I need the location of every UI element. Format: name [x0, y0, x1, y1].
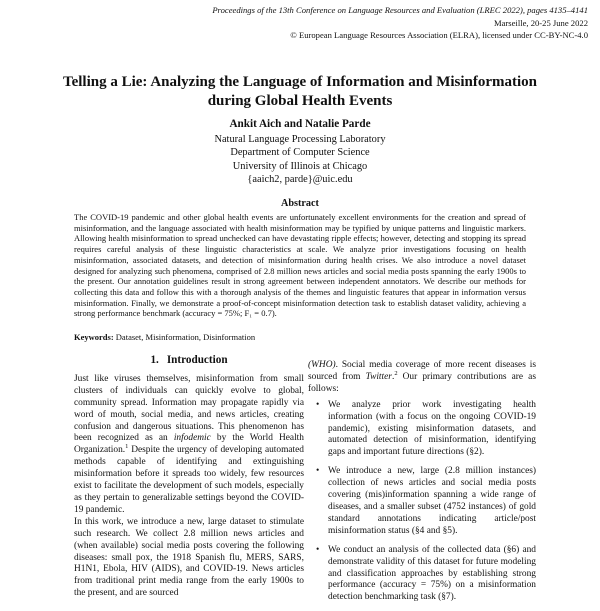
- license-line: © European Language Resources Association (ELRA), licensed under CC-BY-NC-4.0: [290, 30, 588, 41]
- contribution-text: We analyze prior work investigating health information (with a focus on the ongoing COVID-19 pandemic), existing misinformation datasets, and automated detection of misinformation, identifying gaps and important future directions (§2).: [328, 399, 536, 458]
- intro-p1-text-c: Despite the urgency of developing automated methods capable of identifying and extinguishing misinformation before it spreads too widely, few resources exist to facilitate the development of such models, especially as they pertain to generalizable settings beyond the COVID-19 pandemic.: [74, 445, 304, 515]
- abstract-text: The COVID-19 pandemic and other global health events are unfortunately excellent environments for the creation and spread of misinformation, and the language associated with health misinformation may be typified by unique patterns and linguistic markers. Allowing health misinformation to spread unchecked can have devastating ripple effects; however, detecting and stopping its spread requires careful analysis of these linguistic characteristics at scale. We analyze prior investigations focusing on health misinformation, associated datasets, and detection of misinformation during health crises. We also introduce a novel dataset designed for analyzing such phenomena, comprised of 2.8 million news articles and social media posts spanning the early 1900s to the present. Our annotation guidelines result in strong agreement between independent annotators. We describe our methods for collecting this data and follow this with a thorough analysis of the themes and linguistic features that appear in information versus misinformation. Finally, we demonstrate a proof-of-concept misinformation detection task to establish dataset validity, achieving a strong performance benchmark (accuracy = 75%; F₁ = 0.7).: [74, 212, 526, 319]
- right-p-text-b: Our primary contributions are as follows:: [308, 371, 536, 394]
- left-column: [74, 355, 304, 600]
- contribution-text: We conduct an analysis of the collected data (§6) and demonstrate validity of this dataset for future modeling and classification approaches by establishing strong performance (accuracy = 75%) on a misinformation detection benchmarking task (§7).: [328, 544, 536, 603]
- author-names: Ankit Aich and Natalie Parde: [229, 118, 371, 130]
- contributions-list: [308, 400, 536, 605]
- intro-paragraph-1: [74, 374, 304, 517]
- section-heading-introduction: [74, 355, 304, 367]
- keywords-label: Keywords:: [74, 332, 114, 342]
- title-line-2: during Global Health Events: [207, 93, 393, 109]
- author-univ: University of Illinois at Chicago: [232, 160, 368, 172]
- section-number: 1.: [150, 354, 159, 366]
- title-line-1: Telling a Lie: Analyzing the Language of Information and Misinformation: [62, 74, 538, 90]
- contribution-text: We introduce a new, large (2.8 million instances) collection of news articles and social media posts covering (mis)information spanning a wide range of diseases, and a smaller subset (4752 instances) of gold standard annotations indicating article/post misinformation status (§4 and §5).: [328, 466, 536, 536]
- author-block: [0, 118, 600, 187]
- section-title: Introduction: [166, 354, 228, 366]
- intro-p1-text-b: by the World Health Organization.: [74, 433, 304, 456]
- list-item: [308, 545, 536, 605]
- right-column: [308, 360, 536, 611]
- infodemic-term: infodemic: [173, 433, 211, 444]
- proceedings-header: [212, 4, 588, 42]
- right-paragraph: (WHO). Social media coverage of more recent diseases is sourced from Twitter.$^2$ Our primary contributions are as follows:: [308, 360, 536, 394]
- abstract-heading: Abstract: [281, 198, 319, 209]
- footnote-marker: 2: [394, 369, 398, 377]
- bullet-icon: •: [316, 544, 320, 555]
- keywords-line: [74, 332, 526, 343]
- bullet-icon: •: [316, 399, 320, 410]
- intro-p1-text-a: Just like viruses themselves, misinformation from small clusters of individuals can quickly evolve to global, community spread. Information may propagate rapidly via word of mouth, social media, and news articles, creating confusion and dangerous situations. This phenomenon has been recognized as an: [74, 373, 304, 444]
- list-item: [308, 400, 536, 460]
- author-lab: Natural Language Processing Laboratory: [214, 133, 386, 145]
- twitter-term: Twitter: [365, 371, 392, 382]
- venue-line: Proceedings of the 13th Conference on Language Resources and Evaluation (LREC 2022), pages 4135–4141: [212, 5, 588, 15]
- footnote-marker: 1: [125, 443, 129, 451]
- keywords-text: Dataset, Misinformation, Disinformation: [115, 332, 256, 342]
- paper-title: [30, 73, 570, 111]
- intro-paragraph-2: In this work, we introduce a new, large dataset to stimulate such research. We collect 2.8 million news articles and (when available) social media posts covering the following diseases: small pox, the 1918 Spanish flu, MERS, SARS, H1N1, Ebola, HIV (AIDS), and COVID-19. News articles from traditional print media range from the early 1900s to the present, and are sourced: [74, 516, 304, 599]
- author-dept: Department of Computer Science: [230, 147, 370, 158]
- list-item: [308, 466, 536, 537]
- right-p-text-a: . Social media coverage of more recent diseases is sourced from: [308, 360, 536, 382]
- author-email: {aaich2, parde}@uic.edu: [247, 174, 353, 185]
- location-line: Marseille, 20-25 June 2022: [493, 17, 588, 28]
- who-abbrev: (WHO): [308, 360, 336, 370]
- bullet-icon: •: [316, 466, 320, 477]
